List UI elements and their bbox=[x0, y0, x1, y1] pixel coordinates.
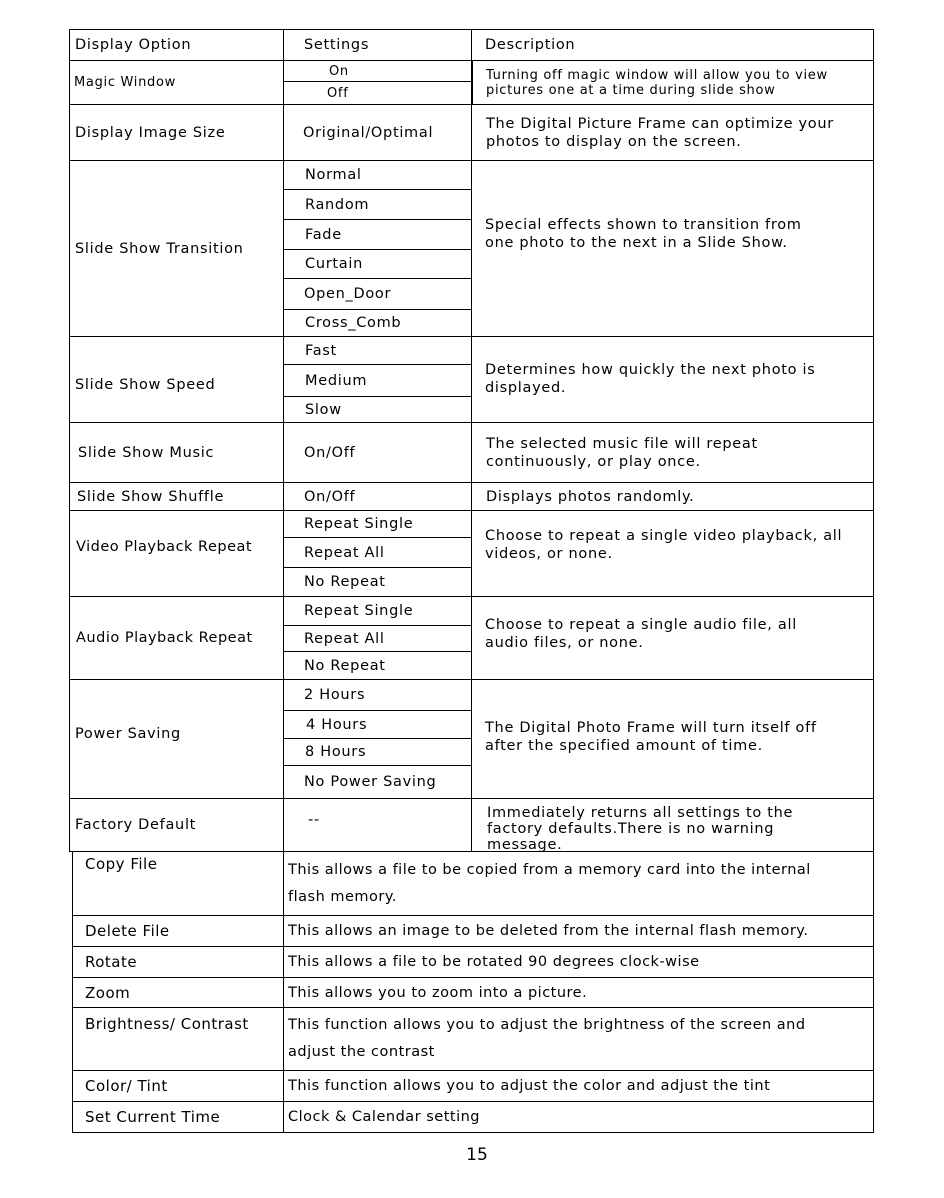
header-description-text: Description bbox=[485, 37, 576, 53]
description-text: Choose to repeat a single audio file, all audio files, or none. bbox=[485, 617, 797, 651]
video-setting-repeat-all bbox=[283, 537, 472, 568]
setting-text: Open_Door bbox=[304, 286, 392, 302]
brightness-contrast-label-text: Brightness/ Contrast bbox=[85, 1015, 249, 1033]
setting-text: Off bbox=[327, 85, 349, 101]
rotate-label-text: Rotate bbox=[85, 953, 138, 971]
brightness-contrast-label bbox=[72, 1007, 284, 1071]
description-text: The selected music file will repeat continuously, or play once. bbox=[486, 435, 758, 470]
delete-file-description bbox=[283, 915, 874, 947]
header-display-option-text: Display Option bbox=[75, 37, 192, 53]
power-saving-label bbox=[69, 679, 284, 799]
slide-show-shuffle-description bbox=[471, 482, 874, 511]
header-description bbox=[471, 29, 874, 61]
magic-window-setting-on bbox=[283, 60, 472, 82]
display-image-size-description bbox=[471, 104, 874, 161]
setting-text: Random bbox=[305, 196, 370, 213]
setting-text: Repeat Single bbox=[304, 603, 414, 619]
setting-text: No Power Saving bbox=[304, 774, 437, 790]
magic-window-setting-off bbox=[283, 81, 472, 105]
speed-setting-slow bbox=[283, 396, 472, 423]
setting-text: On/Off bbox=[304, 488, 356, 505]
setting-text: Repeat All bbox=[304, 630, 385, 647]
display-image-size-label-text: Display Image Size bbox=[75, 124, 226, 141]
rotate-label bbox=[72, 946, 284, 978]
power-setting-8-hours bbox=[283, 738, 472, 766]
setting-text: Curtain bbox=[305, 256, 363, 272]
header-settings bbox=[283, 29, 472, 61]
setting-text: 8 Hours bbox=[305, 744, 367, 760]
power-saving-label-text: Power Saving bbox=[75, 726, 181, 742]
setting-text: On bbox=[329, 63, 349, 79]
setting-text: 4 Hours bbox=[306, 716, 368, 733]
zoom-label bbox=[72, 977, 284, 1008]
power-saving-description bbox=[471, 679, 874, 799]
video-setting-no-repeat bbox=[283, 567, 472, 597]
slide-show-music-label bbox=[69, 422, 284, 483]
audio-setting-no-repeat bbox=[283, 651, 472, 680]
transition-setting-cross-comb bbox=[283, 309, 472, 337]
setting-text: -- bbox=[308, 812, 320, 828]
audio-playback-repeat-label bbox=[69, 596, 284, 680]
transition-setting-open-door bbox=[283, 278, 472, 310]
description-text: This allows a file to be rotated 90 degrees clock-wise bbox=[288, 954, 700, 970]
description-text: This allows an image to be deleted from the internal flash memory. bbox=[288, 923, 809, 939]
setting-text: Cross_Comb bbox=[305, 315, 402, 331]
transition-setting-curtain bbox=[283, 249, 472, 279]
setting-text: 2 Hours bbox=[304, 687, 366, 703]
description-text: Special effects shown to transition from one photo to the next in a Slide Show. bbox=[485, 216, 802, 251]
slide-show-transition-description bbox=[471, 160, 874, 337]
description-text: The Digital Picture Frame can optimize your photos to display on the screen. bbox=[486, 115, 834, 150]
setting-text: Original/Optimal bbox=[303, 124, 434, 141]
description-text: Displays photos randomly. bbox=[486, 488, 695, 505]
slide-show-shuffle-label bbox=[69, 482, 284, 511]
display-image-size-setting bbox=[283, 104, 472, 161]
copy-file-description bbox=[283, 851, 874, 916]
audio-setting-repeat-single bbox=[283, 596, 472, 626]
set-current-time-label-text: Set Current Time bbox=[85, 1108, 221, 1126]
page-number: 15 bbox=[466, 1145, 488, 1165]
music-setting bbox=[283, 422, 472, 483]
power-setting-4-hours bbox=[283, 710, 472, 739]
speed-setting-medium bbox=[283, 364, 472, 397]
description-text: This function allows you to adjust the brightness of the screen and adjust the contrast bbox=[288, 1017, 806, 1060]
slide-show-music-label-text: Slide Show Music bbox=[78, 444, 215, 461]
setting-text: Slow bbox=[305, 401, 342, 418]
copy-file-label-text: Copy File bbox=[85, 855, 158, 873]
slide-show-transition-label bbox=[69, 160, 284, 337]
description-text: This allows you to zoom into a picture. bbox=[288, 984, 588, 1001]
color-tint-description bbox=[283, 1070, 874, 1102]
rotate-description bbox=[283, 946, 874, 978]
magic-window-label bbox=[69, 60, 284, 105]
setting-text: No Repeat bbox=[304, 574, 386, 590]
slide-show-speed-label-text: Slide Show Speed bbox=[75, 376, 216, 393]
magic-window-description bbox=[471, 60, 874, 105]
setting-text: Fast bbox=[305, 342, 337, 359]
description-text: The Digital Photo Frame will turn itself off after the specified amount of time. bbox=[485, 719, 817, 754]
delete-file-label bbox=[72, 915, 284, 947]
setting-text: Normal bbox=[305, 167, 362, 183]
zoom-label-text: Zoom bbox=[85, 983, 131, 1002]
description-text: Turning off magic window will allow you to view pictures one at a time during slide show bbox=[486, 67, 828, 98]
description-text: This function allows you to adjust the color and adjust the tint bbox=[288, 1078, 771, 1094]
slide-show-transition-label-text: Slide Show Transition bbox=[75, 240, 244, 257]
description-text: This allows a file to be copied from a memory card into the internal flash memory. bbox=[288, 861, 811, 905]
copy-file-label bbox=[72, 851, 284, 916]
speed-setting-fast bbox=[283, 336, 472, 365]
slide-show-speed-description bbox=[471, 336, 874, 423]
setting-text: Repeat All bbox=[304, 544, 385, 561]
shuffle-setting bbox=[283, 482, 472, 511]
factory-default-label bbox=[69, 798, 284, 852]
factory-default-description bbox=[471, 798, 874, 852]
video-playback-repeat-label bbox=[69, 510, 284, 597]
magic-window-label-text: Magic Window bbox=[74, 75, 176, 90]
power-setting-no-power-saving bbox=[283, 765, 472, 799]
description-text: Clock & Calendar setting bbox=[288, 1109, 480, 1125]
video-setting-repeat-single bbox=[283, 510, 472, 538]
setting-text: Medium bbox=[305, 372, 368, 389]
set-current-time-label bbox=[72, 1101, 284, 1133]
audio-playback-repeat-description bbox=[471, 596, 874, 680]
zoom-description bbox=[283, 977, 874, 1008]
description-text: Choose to repeat a single video playback, all videos, or none. bbox=[485, 527, 843, 562]
slide-show-speed-label bbox=[69, 336, 284, 423]
header-settings-text: Settings bbox=[304, 37, 370, 53]
power-setting-2-hours bbox=[283, 679, 472, 711]
setting-text: Repeat Single bbox=[304, 516, 414, 532]
brightness-contrast-description bbox=[283, 1007, 874, 1071]
setting-text: No Repeat bbox=[304, 657, 386, 674]
description-text: Determines how quickly the next photo is displayed. bbox=[485, 362, 816, 396]
transition-setting-normal bbox=[283, 160, 472, 190]
delete-file-label-text: Delete File bbox=[85, 922, 170, 940]
description-text: Immediately returns all settings to the factory defaults.There is no warning message. bbox=[487, 804, 794, 852]
video-playback-repeat-label-text: Video Playback Repeat bbox=[76, 539, 253, 555]
factory-default-label-text: Factory Default bbox=[75, 817, 197, 833]
audio-setting-repeat-all bbox=[283, 625, 472, 652]
audio-playback-repeat-label-text: Audio Playback Repeat bbox=[76, 630, 253, 646]
setting-text: Fade bbox=[305, 226, 342, 243]
video-playback-repeat-description bbox=[471, 510, 874, 597]
header-display-option bbox=[69, 29, 284, 61]
set-current-time-description bbox=[283, 1101, 874, 1133]
display-image-size-label bbox=[69, 104, 284, 161]
color-tint-label-text: Color/ Tint bbox=[85, 1077, 168, 1095]
color-tint-label bbox=[72, 1070, 284, 1102]
transition-setting-random bbox=[283, 189, 472, 220]
slide-show-music-description bbox=[471, 422, 874, 483]
factory-default-setting bbox=[283, 798, 472, 852]
setting-text: On/Off bbox=[304, 444, 356, 461]
transition-setting-fade bbox=[283, 219, 472, 250]
slide-show-shuffle-label-text: Slide Show Shuffle bbox=[77, 488, 225, 505]
